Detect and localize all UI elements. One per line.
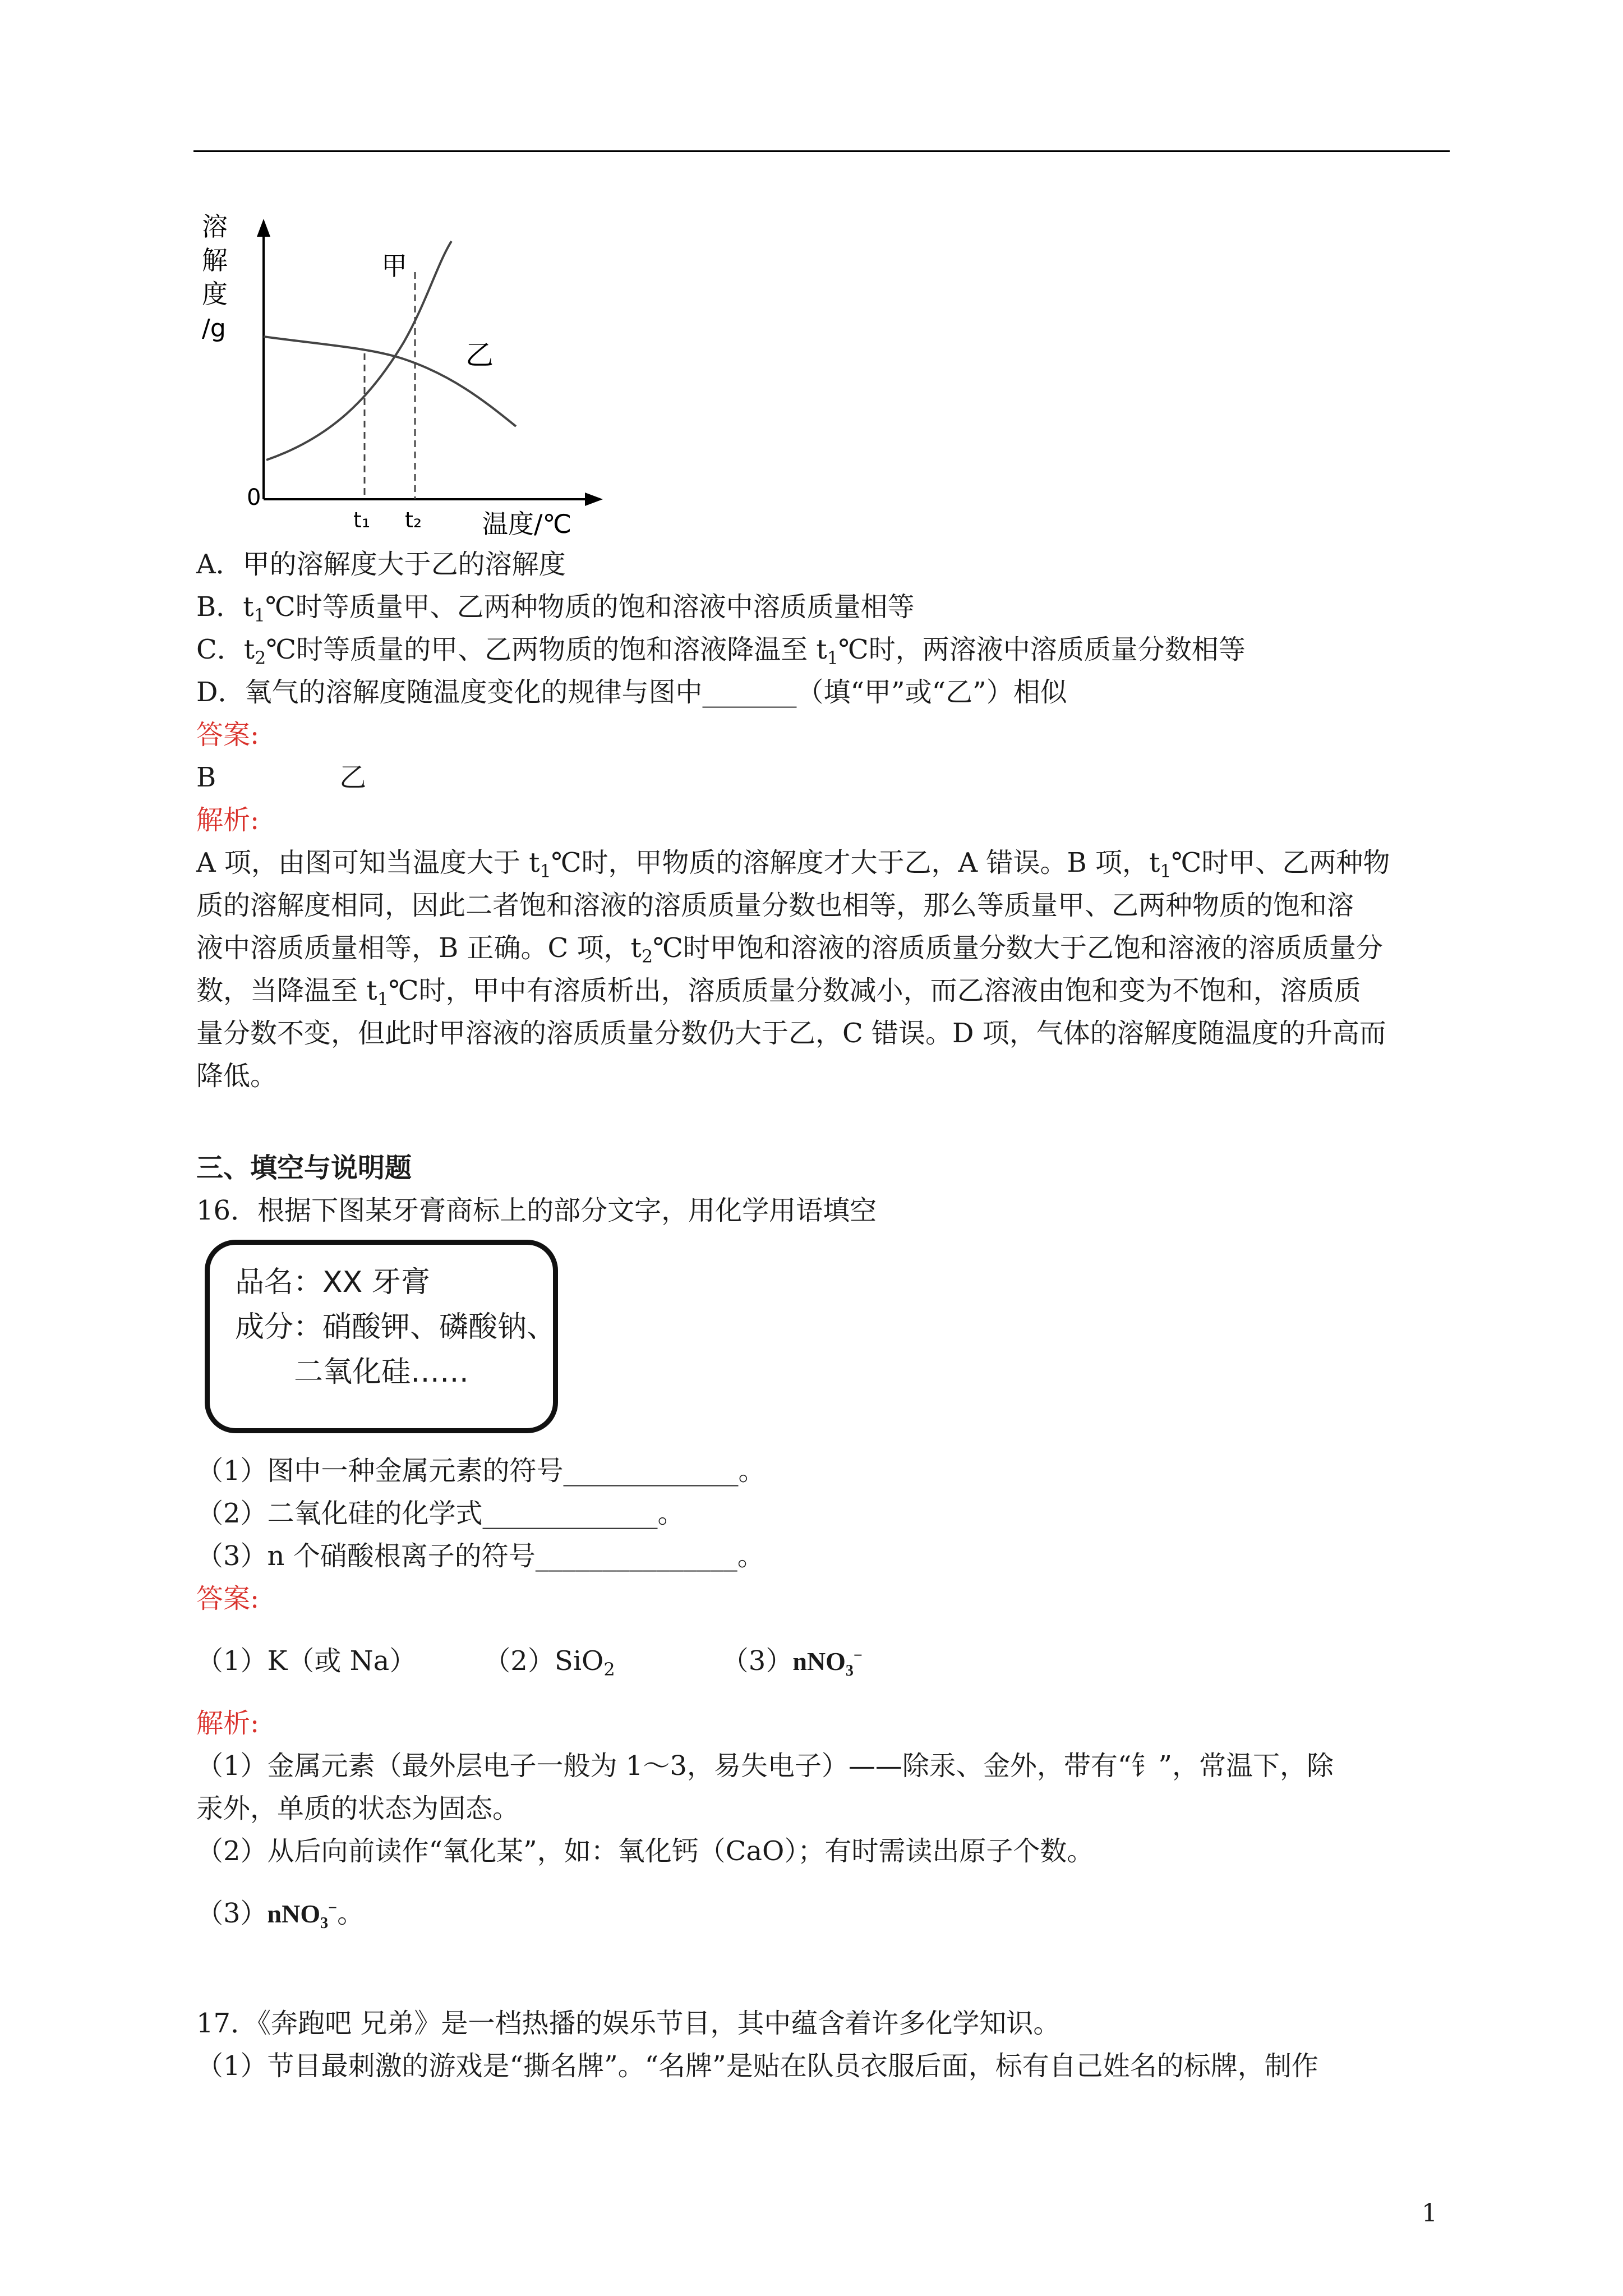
answer-label-2: 答案: <box>196 1583 260 1614</box>
analysis-label-1: 解析: <box>196 804 260 836</box>
curve-jia <box>266 241 451 460</box>
x-axis-arrow <box>585 493 603 506</box>
analysis-1-line-6: 降低。 <box>196 1060 278 1092</box>
option-c: C．$t_2℃$时等质量的甲、乙两物质的饱和溶液降温至 $t_1℃$时，两溶液中溶质质量分数相等 <box>196 634 1246 669</box>
toothpaste-ingredients: 成分：硝酸钾、磷酸钠、 <box>235 1310 556 1344</box>
header-rule <box>193 150 1450 152</box>
question-17-part-1: （1）节目最刺激的游戏是“撕名牌”。“名牌”是贴在队员衣服后面，标有自己姓名的标牌，制作 <box>196 2050 1318 2082</box>
question-16: 16．根据下图某牙膏商标上的部分文字，用化学用语填空 <box>196 1195 877 1226</box>
analysis-1-line-3: 液中溶质质量相等，B 正确。C 项，$t_2℃$时甲饱和溶液的溶质质量分数大于乙饱和溶液的溶质质量分 <box>196 932 1383 967</box>
q16-item-2: （2）二氧化硅的化学式_____________。 <box>196 1498 685 1529</box>
option-b: B．$t_1℃$时等质量甲、乙两种物质的饱和溶液中溶质质量相等 <box>196 591 915 626</box>
option-d: D．氧气的溶解度随温度变化的规律与图中_______（填“甲”或“乙”）相似 <box>196 677 1067 708</box>
analysis-1-line-4: 数，当降温至 $t_1℃$时，甲中有溶质析出，溶质质量分数减小，而乙溶液由饱和变为不饱和，溶质质 <box>196 975 1361 1010</box>
toothpaste-ingredients-cont: 二氧化硅…… <box>294 1355 469 1389</box>
question-17: 17．《奔跑吧 兄弟》是一档热播的娱乐节目，其中蕴含着许多化学知识。 <box>196 2008 1061 2039</box>
y-label-char-1: 溶 <box>202 211 228 242</box>
y-axis-arrow <box>257 219 270 237</box>
q16-item-1: （1）图中一种金属元素的符号_____________。 <box>196 1455 766 1487</box>
answer-2: （1）K（或 Na） （2）SiO$_2$ （3）nNO$_3$− <box>196 1645 863 1680</box>
analysis-1-line-1: A 项，由图可知当温度大于 $t_1℃$时，甲物质的溶解度才大于乙，A 错误。B 项，$t_1℃$时甲、乙两种物 <box>196 847 1390 882</box>
analysis-2-line-4: （3）nNO$_3$−。 <box>196 1898 365 1932</box>
analysis-2-line-3: （2）从后向前读作“氧化某”，如：氧化钙（CaO）；有时需读出原子个数。 <box>196 1835 1094 1867</box>
solubility-chart <box>185 202 611 539</box>
page-number: 1 <box>1422 2199 1437 2228</box>
series-jia-label: 甲 <box>381 251 407 281</box>
y-label-char-2: 解 <box>202 245 228 275</box>
toothpaste-label-box <box>205 1240 558 1433</box>
q16-item-3: （3）n 个硝酸根离子的符号_______________。 <box>196 1540 764 1572</box>
x-axis-label: 温度/℃ <box>482 509 572 539</box>
section-3-title: 三、填空与说明题 <box>196 1152 412 1184</box>
origin-label: 0 <box>247 485 261 510</box>
y-label-char-3: 度 <box>202 279 228 309</box>
series-yi-label: 乙 <box>465 339 494 371</box>
analysis-2-line-2: 汞外，单质的状态为固态。 <box>196 1793 520 1824</box>
option-a: A．甲的溶解度大于乙的溶解度 <box>196 549 566 580</box>
answer-1: B 乙 <box>196 762 367 793</box>
t2-label: t₂ <box>405 508 422 532</box>
y-label-char-4: /g <box>202 314 226 343</box>
analysis-label-2: 解析: <box>196 1708 260 1739</box>
t1-label: t₁ <box>353 508 371 532</box>
analysis-1-line-2: 质的溶解度相同，因此二者饱和溶液的溶质质量分数也相等，那么等质量甲、乙两种物质的饱和溶 <box>196 890 1354 921</box>
answer-label-1: 答案: <box>196 719 260 751</box>
analysis-2-line-1: （1）金属元素（最外层电子一般为 1～3，易失电子）——除汞、金外，带有“钅”，常温下，除 <box>196 1750 1334 1782</box>
analysis-1-line-5: 量分数不变，但此时甲溶液的溶质质量分数仍大于乙，C 错误。D 项，气体的溶解度随温度的升高而 <box>196 1018 1386 1049</box>
toothpaste-name: 品名：XX 牙膏 <box>235 1266 430 1299</box>
